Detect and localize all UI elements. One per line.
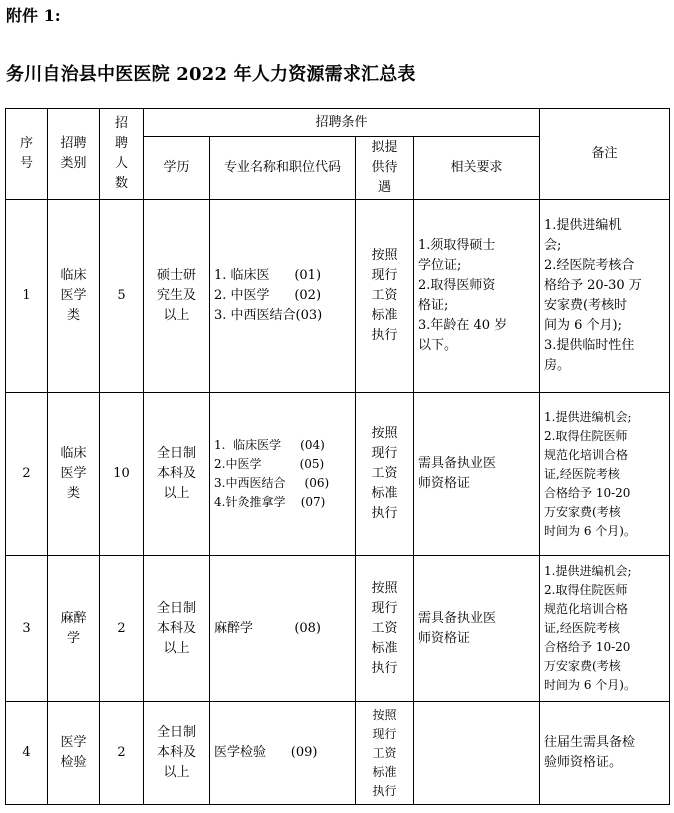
row-education: 全日制 本科及 以上 xyxy=(144,556,210,702)
row-count: 5 xyxy=(100,200,144,393)
row-category: 临床 医学 类 xyxy=(48,200,100,393)
row-category: 医学 检验 xyxy=(48,702,100,805)
row-education: 全日制 本科及 以上 xyxy=(144,393,210,556)
row-seq: 2 xyxy=(6,393,48,556)
row-category: 临床 医学 类 xyxy=(48,393,100,556)
row-requirements: 需具备执业医 师资格证 xyxy=(414,556,540,702)
row-category: 麻醉 学 xyxy=(48,556,100,702)
row-requirements xyxy=(414,702,540,805)
row-major: 1. 临床医 (01) 2. 中医学 (02) 3. 中西医结合(03) xyxy=(210,200,356,393)
recruitment-table xyxy=(5,108,670,805)
table-row xyxy=(6,702,670,805)
row-treatment: 按照 现行 工资 标准 执行 xyxy=(356,702,414,805)
row-requirements: 1.须取得硕士 学位证; 2.取得医师资 格证; 3.年龄在 40 岁 以下。 xyxy=(414,200,540,393)
header-seq: 序号 xyxy=(6,109,48,200)
row-seq: 4 xyxy=(6,702,48,805)
table-row xyxy=(6,556,670,702)
row-remarks: 往届生需具备检 验师资格证。 xyxy=(540,702,670,805)
page-title: 务川自治县中医医院 2022 年人力资源需求汇总表 xyxy=(6,64,416,85)
row-count: 2 xyxy=(100,702,144,805)
table-row xyxy=(6,393,670,556)
header-education: 学历 xyxy=(144,137,210,200)
row-count: 2 xyxy=(100,556,144,702)
header-major: 专业名称和职位代码 xyxy=(210,137,356,200)
row-count: 10 xyxy=(100,393,144,556)
header-count: 招聘人数 xyxy=(100,109,144,200)
header-requirements: 相关要求 xyxy=(414,137,540,200)
row-treatment: 按照 现行 工资 标准 执行 xyxy=(356,200,414,393)
row-requirements: 需具备执业医 师资格证 xyxy=(414,393,540,556)
row-seq: 3 xyxy=(6,556,48,702)
row-seq: 1 xyxy=(6,200,48,393)
row-remarks: 1.提供进编机会; 2.取得住院医师 规范化培训合格 证,经医院考核 合格给予 10-20 万安家费(考核 时间为 6 个月)。 xyxy=(540,556,670,702)
row-major: 1. 临床医学 (04) 2.中医学 (05) 3.中西医结合 (06) 4.针灸推拿学 (07) xyxy=(210,393,356,556)
row-remarks: 1.提供进编机会; 2.取得住院医师 规范化培训合格 证,经医院考核 合格给予 10-20 万安家费(考核 时间为 6 个月)。 xyxy=(540,393,670,556)
row-treatment: 按照 现行 工资 标准 执行 xyxy=(356,556,414,702)
table-row xyxy=(6,200,670,393)
row-major: 医学检验 (09) xyxy=(210,702,356,805)
row-education: 硕士研 究生及 以上 xyxy=(144,200,210,393)
row-treatment: 按照 现行 工资 标准 执行 xyxy=(356,393,414,556)
attachment-label: 附件 1: xyxy=(6,6,61,25)
header-category: 招聘类别 xyxy=(48,109,100,200)
row-remarks: 1.提供进编机 会; 2.经医院考核合 格给予 20-30 万 安家费(考核时 间为 6 个月); 3.提供临时性住 房。 xyxy=(540,200,670,393)
header-treatment: 拟提供待遇 xyxy=(356,137,414,200)
header-remarks: 备注 xyxy=(540,109,670,200)
header-conditions: 招聘条件 xyxy=(144,109,540,137)
row-education: 全日制 本科及 以上 xyxy=(144,702,210,805)
row-major: 麻醉学 (08) xyxy=(210,556,356,702)
